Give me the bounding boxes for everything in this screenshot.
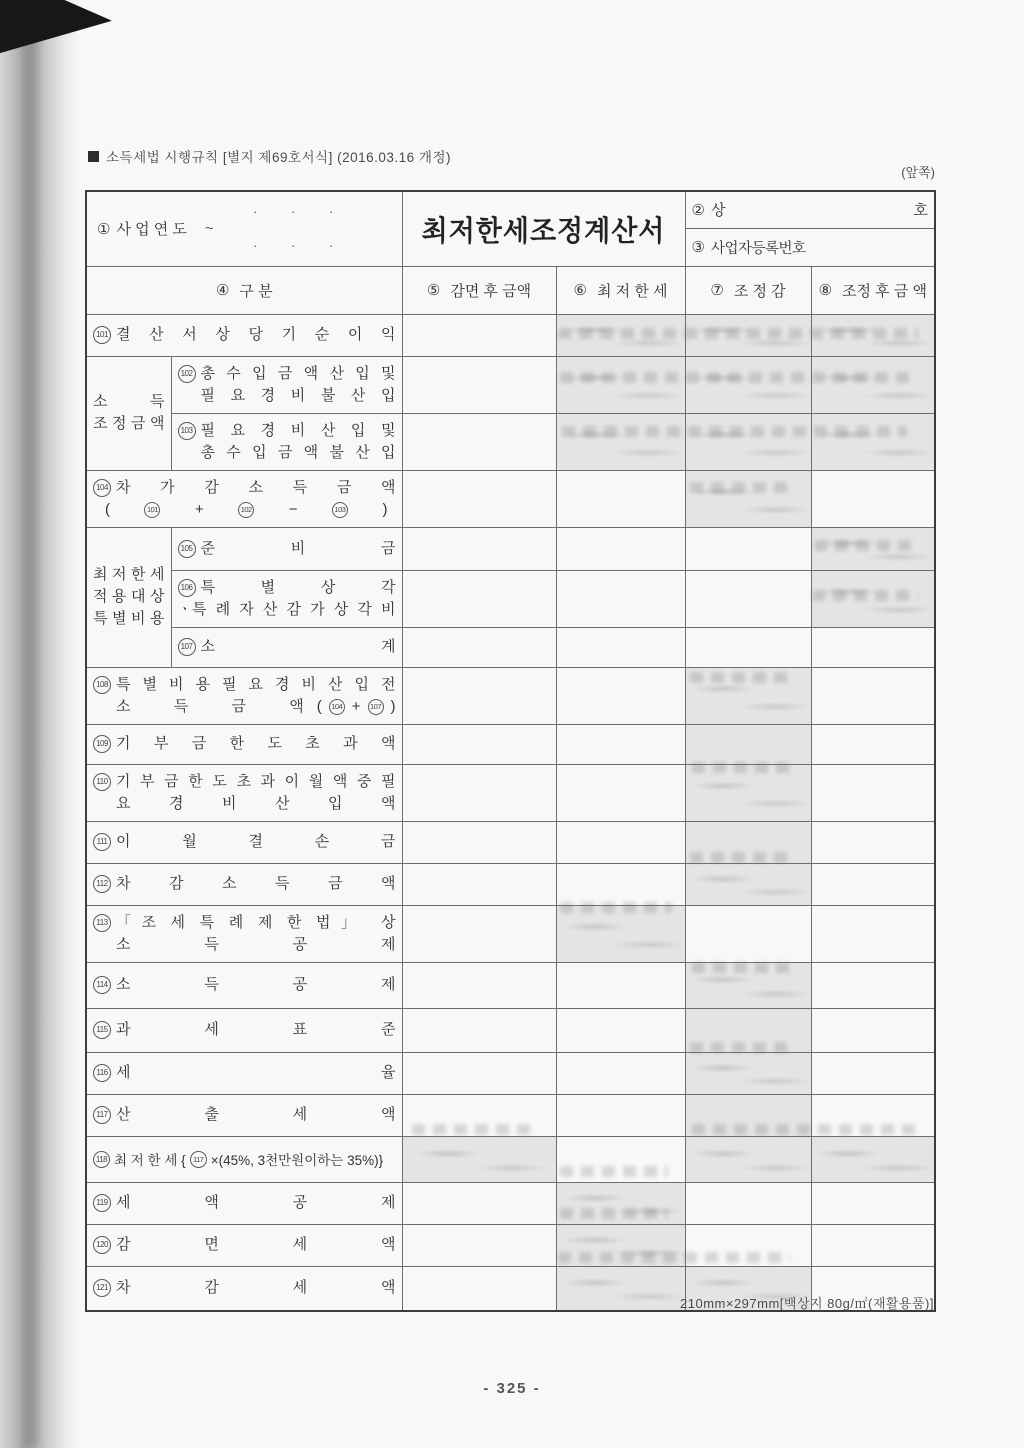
circled-116: 116 (93, 1064, 111, 1082)
cell-106-c7 (685, 570, 811, 627)
cell-119-c7 (685, 1182, 811, 1224)
row-121-label: 121 차 감 세 액 (86, 1266, 402, 1311)
circled-120: 120 (93, 1236, 111, 1254)
cell-120-c8 (811, 1224, 935, 1266)
cell-115-c6 (556, 1008, 685, 1052)
cell-120-c7 (685, 1224, 811, 1266)
cell-119-c5 (402, 1182, 556, 1224)
circled-103: 103 (178, 422, 196, 440)
row-120-label: 120 감 면 세 액 (86, 1224, 402, 1266)
paper-spec-note: 210mm×297mm[백상지 80g/㎡(재활용품)] (680, 1296, 934, 1311)
circled-110: 110 (93, 773, 111, 791)
row-119-label: 119 세 액 공 제 (86, 1182, 402, 1224)
page-number: - 325 - (483, 1380, 541, 1397)
cell-111-c6 (556, 821, 685, 863)
cell-115-c7 (685, 1008, 811, 1052)
cell-103-c5 (402, 413, 556, 470)
business-year-dates: · · · ~ · · · (204, 204, 336, 254)
cell-102-c8 (811, 356, 935, 413)
circled-118: 118 (93, 1151, 110, 1168)
row-105-label: 105 준 비 금 (171, 527, 402, 570)
row-106-label: 106 특 별 상 각 ㆍ특 례 자 산 감 가 상 각 비 (171, 570, 402, 627)
group-income-adjustment: 소 득 조 정 금 액 (86, 356, 171, 470)
cell-116-c5 (402, 1052, 556, 1094)
cell-121-c5 (402, 1266, 556, 1311)
circled-107: 107 (178, 638, 196, 656)
form-title: 최저한세조정계산서 (421, 215, 666, 248)
cell-104-c6 (556, 470, 685, 527)
row-107-label: 107 소 계 (171, 627, 402, 667)
cell-114-c7 (685, 962, 811, 1008)
cell-109-c5 (402, 724, 556, 764)
row-108-label: 108 특 별 비 용 필 요 경 비 산 입 전 소 득 금 액 ( 104 + 107 ) (86, 667, 402, 724)
cell-109-c8 (811, 724, 935, 764)
cell-111-c7 (685, 821, 811, 863)
cell-102-c5 (402, 356, 556, 413)
group-special-expense: 최 저 한 세 적 용 대 상 특 별 비 용 (86, 527, 171, 667)
cell-110-c5 (402, 764, 556, 821)
cell-106-c5 (402, 570, 556, 627)
cell-105-c8 (811, 527, 935, 570)
circled-101: 101 (93, 326, 111, 344)
cell-113-c7 (685, 905, 811, 962)
cell-112-c8 (811, 863, 935, 905)
row-118-label: 118 최 저 한 세 { 117 ×(45%, 3천만원이하는 35%)} (86, 1136, 402, 1182)
circled-113: 113 (93, 914, 111, 932)
cell-112-c6 (556, 863, 685, 905)
cell-107-c6 (556, 627, 685, 667)
book-gutter-shadow-streak (24, 0, 38, 1448)
circled-106: 106 (178, 579, 196, 597)
row-115-label: 115 과 세 표 준 (86, 1008, 402, 1052)
business-year-label: ① 사 업 연 도 (97, 221, 187, 239)
row-109-label: 109 기 부 금 한 도 초 과 액 (86, 724, 402, 764)
cell-106-c8 (811, 570, 935, 627)
circled-103-ref: 103 (332, 502, 348, 518)
cell-116-c7 (685, 1052, 811, 1094)
cell-113-c8 (811, 905, 935, 962)
cell-103-c6 (556, 413, 685, 470)
cell-118-c5 (402, 1136, 556, 1182)
cell-101-c8 (811, 314, 935, 356)
cell-120-c6 (556, 1224, 685, 1266)
cell-109-c7 (685, 724, 811, 764)
column-header-after-adjustment: ⑧ 조정 후 금 액 (811, 266, 935, 314)
cell-103-c8 (811, 413, 935, 470)
circled-117-ref: 117 (190, 1151, 207, 1168)
registration-number-cell: ③ 사업자등록번호 (685, 228, 935, 266)
cell-118-c6 (556, 1136, 685, 1182)
circled-102-ref: 102 (238, 502, 254, 518)
company-name-cell: ② 상 호 (685, 191, 935, 228)
row-113-label: 113 「조 세 특 례 제 한 법」 상 소 득 공 제 (86, 905, 402, 962)
circled-112: 112 (93, 875, 111, 893)
circled-117: 117 (93, 1106, 111, 1124)
cell-101-c5 (402, 314, 556, 356)
square-bullet-icon (88, 151, 99, 162)
circled-121: 121 (93, 1279, 111, 1297)
cell-114-c8 (811, 962, 935, 1008)
cell-119-c6 (556, 1182, 685, 1224)
cell-115-c8 (811, 1008, 935, 1052)
circled-1: ① (97, 221, 111, 239)
cell-113-c6 (556, 905, 685, 962)
cell-107-c8 (811, 627, 935, 667)
cell-108-c5 (402, 667, 556, 724)
cell-101-c7 (685, 314, 811, 356)
circled-114: 114 (93, 976, 111, 994)
row-114-label: 114 소 득 공 제 (86, 962, 402, 1008)
cell-112-c7 (685, 863, 811, 905)
cell-113-c5 (402, 905, 556, 962)
row-117-label: 117 산 출 세 액 (86, 1094, 402, 1136)
cell-104-c5 (402, 470, 556, 527)
min-tax-adjustment-table (85, 190, 936, 1312)
cell-116-c8 (811, 1052, 935, 1094)
column-header-minimum-tax: ⑥ 최 저 한 세 (556, 266, 685, 314)
cell-108-c8 (811, 667, 935, 724)
cell-107-c5 (402, 627, 556, 667)
cell-111-c8 (811, 821, 935, 863)
cell-102-c7 (685, 356, 811, 413)
circled-2: ② (691, 201, 705, 219)
front-side-label: (앞쪽) (901, 165, 935, 180)
cell-114-c6 (556, 962, 685, 1008)
cell-118-c7 (685, 1136, 811, 1182)
form-title-cell (402, 191, 685, 266)
row-104-label: 104 차 가 감 소 득 금 액 ( 101 + 102 − 103 ) (86, 470, 402, 527)
row-102-label: 102 총 수 입 금 액 산 입 및 필 요 경 비 불 산 입 (171, 356, 402, 413)
row-116-label: 116 세 율 (86, 1052, 402, 1094)
circled-109: 109 (93, 735, 111, 753)
cell-112-c5 (402, 863, 556, 905)
cell-121-c6 (556, 1266, 685, 1311)
cell-117-c8 (811, 1094, 935, 1136)
column-header-adjustment: ⑦ 조 정 감 (685, 266, 811, 314)
cell-117-c5 (402, 1094, 556, 1136)
row-112-label: 112 차 감 소 득 금 액 (86, 863, 402, 905)
cell-105-c6 (556, 527, 685, 570)
row-110-label: 110 기 부 금 한 도 초 과 이 월 액 중 필 요 경 비 산 입 액 (86, 764, 402, 821)
cell-120-c5 (402, 1224, 556, 1266)
book-gutter-shadow (0, 0, 80, 1448)
cell-110-c6 (556, 764, 685, 821)
cell-110-c8 (811, 764, 935, 821)
cell-117-c7 (685, 1094, 811, 1136)
cell-107-c7 (685, 627, 811, 667)
circled-108: 108 (93, 676, 111, 694)
circled-104: 104 (93, 479, 111, 497)
form-reference-note: 소득세법 시행규칙 [별지 제69호서식] (2016.03.16 개정) (88, 146, 451, 166)
cell-108-c6 (556, 667, 685, 724)
cell-118-c8 (811, 1136, 935, 1182)
row-101-label: 101 결 산 서 상 당 기 순 이 익 (86, 314, 402, 356)
cell-119-c8 (811, 1182, 935, 1224)
cell-105-c7 (685, 527, 811, 570)
cell-117-c6 (556, 1094, 685, 1136)
cell-105-c5 (402, 527, 556, 570)
cell-103-c7 (685, 413, 811, 470)
column-header-category: ④ 구 분 (86, 266, 402, 314)
cell-101-c6 (556, 314, 685, 356)
column-header-amount-after-reduction: ⑤ 감면 후 금액 (402, 266, 556, 314)
cell-104-c7 (685, 470, 811, 527)
circled-119: 119 (93, 1194, 111, 1212)
circled-105: 105 (178, 540, 196, 558)
circled-107-ref: 107 (368, 699, 384, 715)
circled-111: 111 (93, 833, 111, 851)
cell-111-c5 (402, 821, 556, 863)
cell-102-c6 (556, 356, 685, 413)
cell-115-c5 (402, 1008, 556, 1052)
row-103-label: 103 필 요 경 비 산 입 및 총 수 입 금 액 불 산 입 (171, 413, 402, 470)
business-year-cell (86, 191, 402, 266)
circled-104-ref: 104 (329, 699, 345, 715)
cell-114-c5 (402, 962, 556, 1008)
cell-106-c6 (556, 570, 685, 627)
circled-102: 102 (178, 365, 196, 383)
cell-110-c7 (685, 764, 811, 821)
circled-115: 115 (93, 1021, 111, 1039)
cell-104-c8 (811, 470, 935, 527)
cell-116-c6 (556, 1052, 685, 1094)
circled-101-ref: 101 (144, 502, 160, 518)
circled-3: ③ (691, 239, 705, 256)
row-111-label: 111 이 월 결 손 금 (86, 821, 402, 863)
cell-108-c7 (685, 667, 811, 724)
cell-109-c6 (556, 724, 685, 764)
